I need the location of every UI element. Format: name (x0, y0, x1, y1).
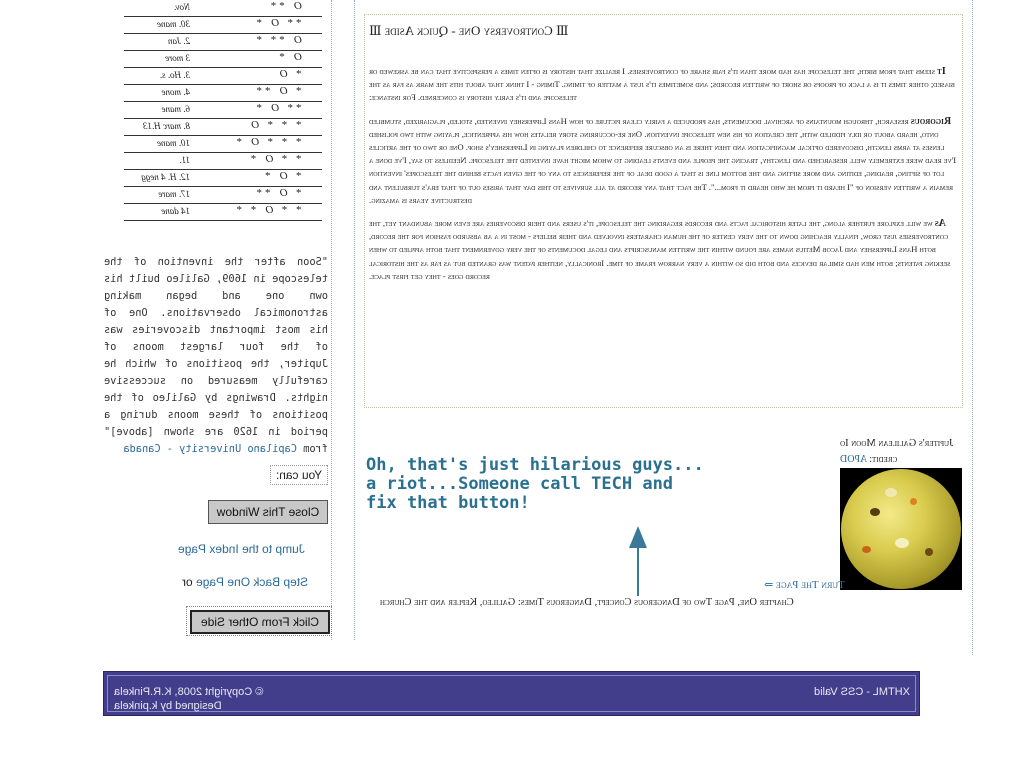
joke-message: Oh, that's just hilarious guys... a riot...Someone call TECH and fix that button! (366, 455, 704, 513)
p2-lead: Rigorous (910, 115, 952, 127)
io-spot (870, 508, 880, 516)
chapter-caption: Chapter One, Page Two of Dangerous Concept, Dangerous Times: Galileo, Kepler and the Church (380, 597, 794, 608)
aside-paragraph-3 (369, 217, 958, 283)
step-back-text[interactable]: Step Back One Page (196, 575, 309, 589)
sketch-label: Nov. (173, 2, 190, 12)
sketch-moons: * O ** (254, 85, 302, 97)
sketch-label: 14 dane (161, 206, 190, 216)
designer-credit: Designed by k.pinkela (114, 700, 222, 712)
caption-text: "Soon after the invention of the telescope in 1609, Galileo built his own one and began making astronomical observations. One of his most important discoveries was of the four largest moons of Jupiter, the positions of which he carefully measured on successive nights. Drawings by Galileo of the positions of these moons during a period in 1620 are shown [above]" from (104, 256, 328, 455)
click-other-side-button[interactable]: Click From Other Side (190, 610, 330, 634)
sketch-label: 11. (179, 155, 190, 165)
footer (103, 671, 920, 716)
p3-lead: As (934, 218, 946, 230)
apod-link[interactable]: APOD (840, 454, 868, 465)
sketch-moons: * * O * (248, 153, 302, 165)
sketch-moons: O ** * (254, 34, 302, 46)
p1-lead: It (937, 66, 946, 77)
io-spot (885, 488, 897, 497)
turn-page-link[interactable]: Turn The Page ⇒ (764, 579, 845, 591)
p1-text: seems that from birth, the telescope has had more than it's fair share of controversies. I realize that history is often times a perspective that can be askewed or biased; other times it is a lack of proofs or short of written records; and sometimes it's just a matter of timing. Timing - I think that about hits the mark as far as the telescope and it's early history is concerned. For instance: (369, 66, 955, 103)
io-spot (925, 548, 933, 556)
sketch-label: 8. marc H.13 (142, 121, 190, 131)
step-back-link[interactable] (182, 575, 308, 589)
io-planet (841, 469, 961, 589)
sketch-moons: * O (276, 68, 302, 80)
sketch-label: 3. Ho. s. (159, 70, 190, 80)
sketch-moons: O ** (268, 0, 302, 12)
content-column-rule (354, 0, 355, 640)
drawing-caption (104, 254, 328, 458)
io-moon-image (840, 468, 962, 590)
aside-paragraph-1 (369, 65, 958, 105)
you-can-label: You can: (270, 465, 328, 485)
sketch-moons: ** O * (254, 102, 302, 114)
sketch-moons: * O * (262, 170, 302, 182)
io-title: Jupiter's Galilean Moon Io (840, 438, 954, 449)
sketch-label: 6. mane (161, 104, 190, 114)
aside-paragraph-2 (369, 115, 958, 207)
sketch-label: 2. Jan (168, 36, 190, 46)
jump-index-link[interactable]: Jump to the Index Page (178, 542, 305, 556)
aside-title: Ⅲ Controversy One - Quick Aside Ⅲ (369, 23, 569, 38)
sketch-moons: * O ** (254, 187, 302, 199)
sketch-moons: * * O * * (234, 204, 302, 216)
galileo-moons-drawing (124, 0, 322, 232)
validation-text[interactable]: XHTML - CSS Valid (814, 686, 910, 698)
sketch-label: 10. mane (157, 138, 190, 148)
sketch-label: 4. mone (161, 87, 190, 97)
copyright-text: © Copyright 2008, K.R.Pinkela (114, 686, 264, 698)
up-arrow-shaft (637, 540, 639, 596)
io-spot (895, 538, 909, 548)
sketch-label: 30. mane (157, 19, 190, 29)
capilano-link[interactable]: Capilano University - Canada (123, 443, 297, 455)
sketch-label: 3 more (165, 53, 190, 63)
sketch-moons: ** O * (254, 17, 302, 29)
io-spot (862, 546, 871, 553)
io-credit (840, 454, 964, 465)
controversy-aside (364, 14, 963, 408)
or-text: or (182, 575, 193, 589)
close-window-button[interactable]: Close This Window (208, 500, 328, 524)
sketch-label: 12. H. 4 negg (141, 172, 190, 182)
left-column-rule (331, 0, 332, 640)
p2-text: research, through mountains of archival documents, has produced a fairly clear picture of how Hans Lippershey invented, stoled, plagiarized, stumbled onto, heard about or idly fiddled with, the creation of his new telescope invention. One re-occurring story relates how his apprentice, playing with two polished lenses at arms length, discovered optical magnification and then there is an obscure reference to children playing in Lippershey's shop. One or two of the articles I've read were extremely well researched and lengthy, tracing the people and events leading to whom might have invented the telescope. Needless to say, I've done a lot of sifting, reading, editing and more sifting and the bottom line is that a good deal of the references to any of the given facts behind the telescopes' invention remain a written version of "I heard it from he who heard it from...". The fact that any record at all survives to this day that arises out of that era's turbulent and destructive years is amazing. (369, 115, 957, 205)
sketch-moons: O * (276, 51, 302, 63)
p3-text: we will explore further along, the later historical facts and records regarding the telescope, it's users and their discoveries are even more abundant yet, the controversies just grow, finally reaching down to the very center of the human charaters involved and their beliefs - most in a ab absurdo fashion for the record, both Hans Lippershey and Jacob Metius names are found within the written manuscripts and legal documents of the very government that both applied to when seeking patents; both men had similar devices and both did so within a very narrow frame of time. Ironically, neither patent was granted but as far as the historical record goes - they get first place. (369, 218, 951, 281)
io-spot (910, 498, 917, 505)
sketch-label: 17. mare (158, 189, 190, 199)
right-edge-rule (972, 0, 973, 655)
sketch-moons: * * * O (248, 119, 302, 131)
credit-label: credit: (869, 454, 898, 465)
sketch-moons: * * * O * (234, 136, 302, 148)
sketch-row (124, 200, 322, 221)
